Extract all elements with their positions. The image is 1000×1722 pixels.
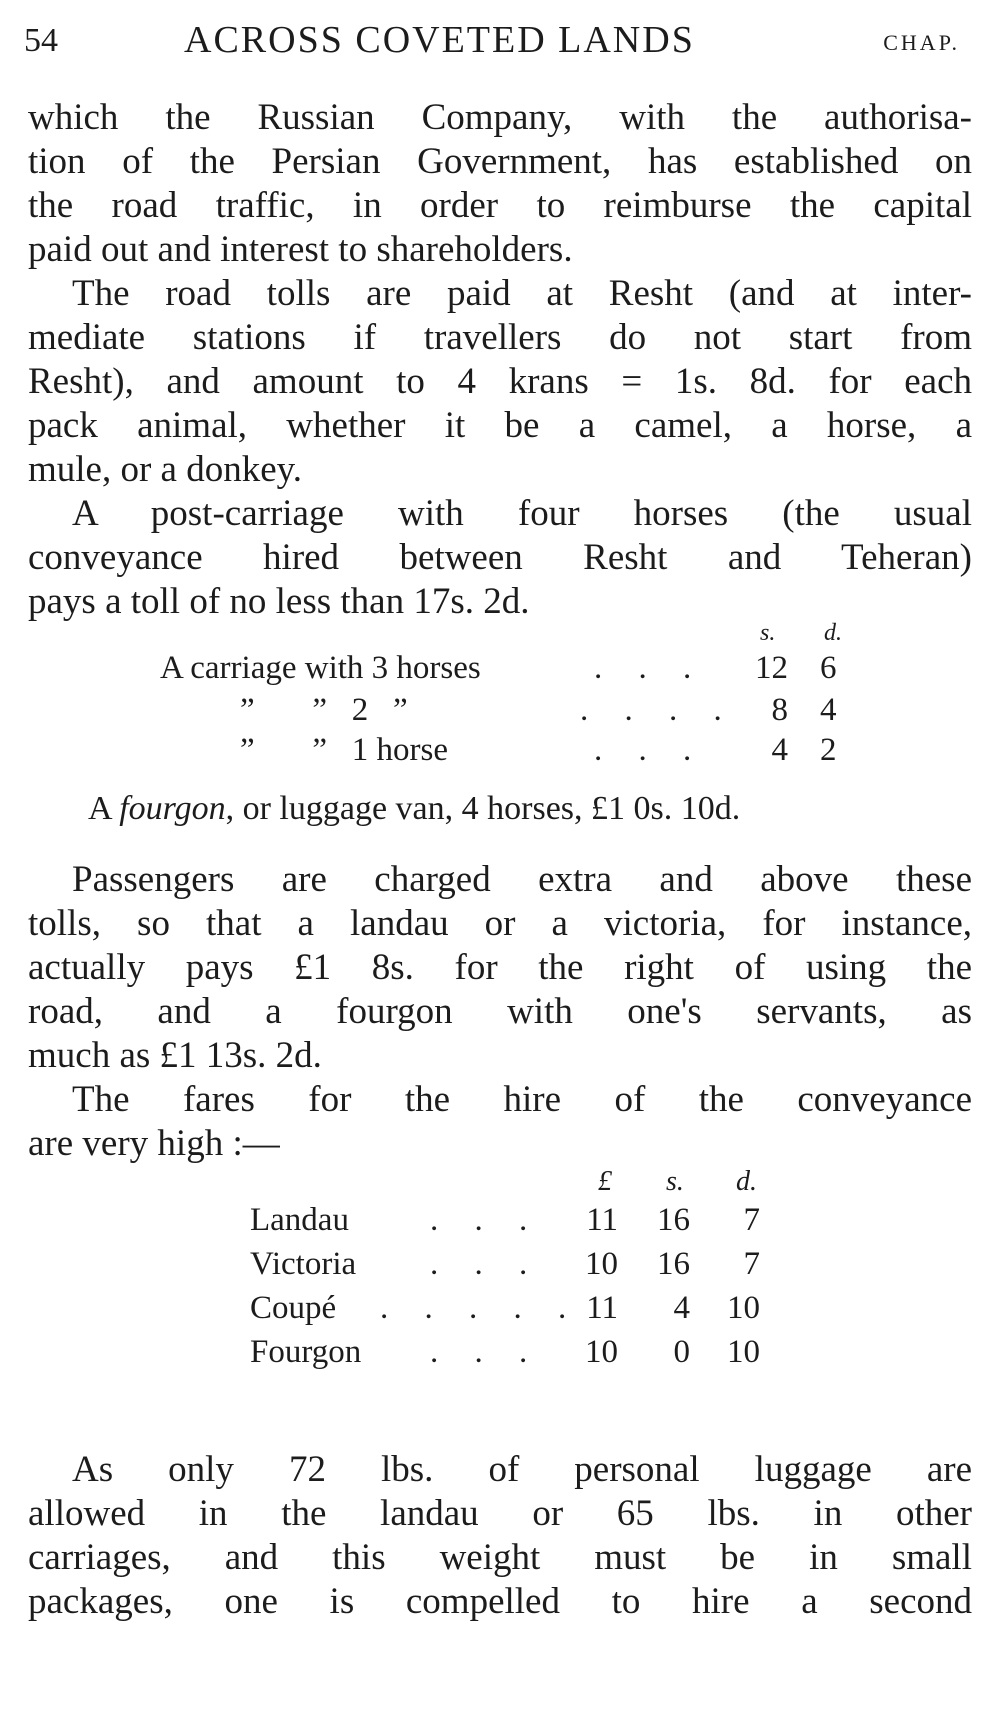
leader-dots: . . . .	[580, 692, 736, 728]
leader-dots: . . . . .	[380, 1290, 581, 1326]
text-line: pack animal, whether it be a camel, a horse, a	[28, 405, 972, 446]
text-line: are very high :—	[28, 1123, 280, 1164]
paragraph-2	[28, 272, 972, 492]
text-line: A post-carriage with four horses (the usual	[72, 493, 972, 534]
fare-shillings: 16	[657, 1202, 690, 1238]
fare-pounds: 10	[585, 1246, 618, 1282]
leader-dots: . . .	[430, 1334, 542, 1370]
leader-dots: . . .	[430, 1202, 542, 1238]
fare-pence: 7	[743, 1202, 760, 1238]
fare-pence: 10	[727, 1290, 760, 1326]
paragraph-4	[28, 858, 972, 1078]
leader-dots: . . .	[594, 732, 706, 768]
fare-pounds: 11	[586, 1202, 618, 1238]
toll-pence: 4	[820, 692, 837, 728]
fare-vehicle: Landau	[250, 1202, 349, 1238]
fare-vehicle: Coupé	[250, 1290, 337, 1326]
fare-pounds: 10	[585, 1334, 618, 1370]
fare-vehicle: Fourgon	[250, 1334, 362, 1370]
text-line: conveyance hired between Resht and Teheran)	[28, 537, 972, 578]
fourgon-prefix: A	[88, 790, 120, 827]
toll-label: A carriage with 3 horses	[160, 650, 481, 686]
toll-label: ” ” 1 horse	[240, 732, 449, 768]
fare-row	[0, 1246, 1000, 1286]
text-line: Resht), and amount to 4 krans = 1s. 8d. for each	[28, 361, 972, 402]
toll-shillings: 12	[755, 650, 788, 686]
toll-shillings: 4	[771, 732, 788, 768]
fare-row	[0, 1202, 1000, 1242]
text-line: which the Russian Company, with the authorisa-	[28, 97, 972, 138]
paragraph-6	[28, 1448, 972, 1624]
text-line: tion of the Persian Government, has established on	[28, 141, 972, 182]
col-header-pounds: £	[598, 1166, 612, 1197]
text-line: road, and a fourgon with one's servants, as	[28, 991, 972, 1032]
paragraph-1	[28, 96, 972, 272]
paragraph-3	[28, 492, 972, 624]
text-line: As only 72 lbs. of personal luggage are	[72, 1449, 972, 1490]
running-title: ACROSS COVETED LANDS	[184, 19, 695, 61]
fare-shillings: 0	[673, 1334, 690, 1370]
text-line: packages, one is compelled to hire a second	[28, 1581, 972, 1622]
fourgon-toll-line	[88, 790, 740, 828]
col-header-shillings: s.	[760, 620, 776, 646]
text-line: much as £1 13s. 2d.	[28, 1035, 322, 1076]
fare-shillings: 16	[657, 1246, 690, 1282]
running-head	[24, 14, 960, 64]
fare-pence: 10	[727, 1334, 760, 1370]
fare-vehicle: Victoria	[250, 1246, 357, 1282]
toll-shillings: 8	[771, 692, 788, 728]
chapter-abbrev: CHAP.	[883, 30, 960, 55]
fare-row	[0, 1290, 1000, 1330]
fare-pounds: 11	[586, 1290, 618, 1326]
text-line: tolls, so that a landau or a victoria, for instance,	[28, 903, 972, 944]
toll-row	[0, 692, 1000, 732]
text-line: The road tolls are paid at Resht (and at inter-	[72, 273, 972, 314]
text-line: paid out and interest to shareholders.	[28, 229, 573, 270]
toll-pence: 2	[820, 732, 837, 768]
toll-pence: 6	[820, 650, 837, 686]
text-line: actually pays £1 8s. for the right of using the	[28, 947, 972, 988]
text-line: the road traffic, in order to reimburse the capital	[28, 185, 972, 226]
toll-label: ” ” 2 ”	[240, 692, 408, 728]
page-number: 54	[24, 22, 58, 59]
paragraph-5	[28, 1078, 972, 1166]
text-line: Passengers are charged extra and above these	[72, 859, 972, 900]
text-line: mediate stations if travellers do not start from	[28, 317, 972, 358]
fourgon-italic: fourgon	[119, 790, 226, 827]
col-header-pence: d.	[824, 620, 842, 646]
toll-table	[0, 620, 1000, 780]
fare-shillings: 4	[673, 1290, 690, 1326]
fare-row	[0, 1334, 1000, 1374]
text-line: allowed in the landau or 65 lbs. in other	[28, 1493, 972, 1534]
text-line: mule, or a donkey.	[28, 449, 302, 490]
text-line: The fares for the hire of the conveyance	[72, 1079, 972, 1120]
toll-row	[0, 650, 1000, 690]
fare-pence: 7	[743, 1246, 760, 1282]
toll-row	[0, 732, 1000, 772]
fourgon-rest: , or luggage van, 4 horses, £1 0s. 10d.	[225, 790, 741, 827]
text-line: pays a toll of no less than 17s. 2d.	[28, 581, 530, 622]
fares-table	[0, 1166, 1000, 1456]
col-header-shillings: s.	[666, 1166, 684, 1197]
leader-dots: . . .	[594, 650, 706, 686]
text-line: carriages, and this weight must be in small	[28, 1537, 972, 1578]
leader-dots: . . .	[430, 1246, 542, 1282]
col-header-pence: d.	[736, 1166, 757, 1197]
